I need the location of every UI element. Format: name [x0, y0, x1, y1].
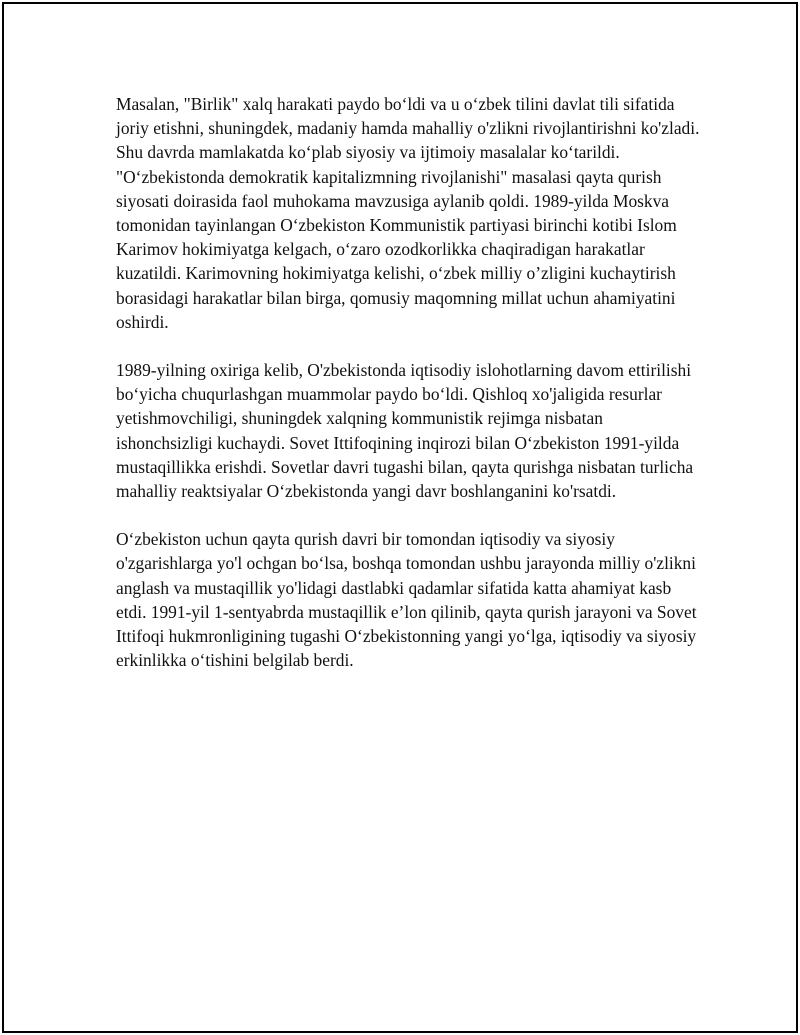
document-body [116, 92, 700, 696]
paragraph-3: O‘zbekiston uchun qayta qurish davri bir tomondan iqtisodiy va siyosiy o'zgarishlarga yo'l ochgan bo‘lsa, boshqa tomondan ushbu jarayonda milliy o'zlikni anglash va mustaqillik yo'lidagi dastlabki qadamlar sifatida katta ahamiyat kasb etdi. 1991-yil 1-sentyabrda mustaqillik e’lon qilinib, qayta qurish jarayoni va Sovet Ittifoqi hukmronligining tugashi O‘zbekistonning yangi yo‘lga, iqtisodiy va siyosiy erkinlikka o‘tishini belgilab berdi. [116, 529, 697, 671]
paragraph-1: Masalan, "Birlik" xalq harakati paydo bo‘ldi va u o‘zbek tilini davlat tili sifatida joriy etishni, shuningdek, madaniy hamda mahalliy o'zlikni rivojlantirishni ko'zladi. Shu davrda mamlakatda ko‘plab siyosiy va ijtimoiy masalalar ko‘tarildi. "O‘zbekistonda demokratik kapitalizmning rivojlanishi" masalasi qayta qurish siyosati doirasida faol muhokama mavzusiga aylanib qoldi. 1989-yilda Moskva tomonidan tayinlangan O‘zbekiston Kommunistik partiyasi birinchi kotibi Islom Karimov hokimiyatga kelgach, o‘zaro ozodkorlikka chaqiradigan harakatlar kuzatildi. Karimovning hokimiyatga kelishi, o‘zbek milliy o’zligini kuchaytirish borasidagi harakatlar bilan birga, qomusiy maqomning millat uchun ahamiyatini oshirdi. [116, 94, 700, 332]
paragraph-2: 1989-yilning oxiriga kelib, O'zbekistonda iqtisodiy islohotlarning davom ettirilishi bo‘yicha chuqurlashgan muammolar paydo bo‘ldi. Qishloq xo'jaligida resurlar yetishmovchiligi, shuningdek xalqning kommunistik rejimga nisbatan ishonchsizligi kuchaydi. Sovet Ittifoqining inqirozi bilan O‘zbekiston 1991-yilda mustaqillikka erishdi. Sovetlar davri tugashi bilan, qayta qurishga nisbatan turlicha mahalliy reaktsiyalar O‘zbekistonda yangi davr boshlanganini ko'rsatdi. [116, 360, 694, 502]
